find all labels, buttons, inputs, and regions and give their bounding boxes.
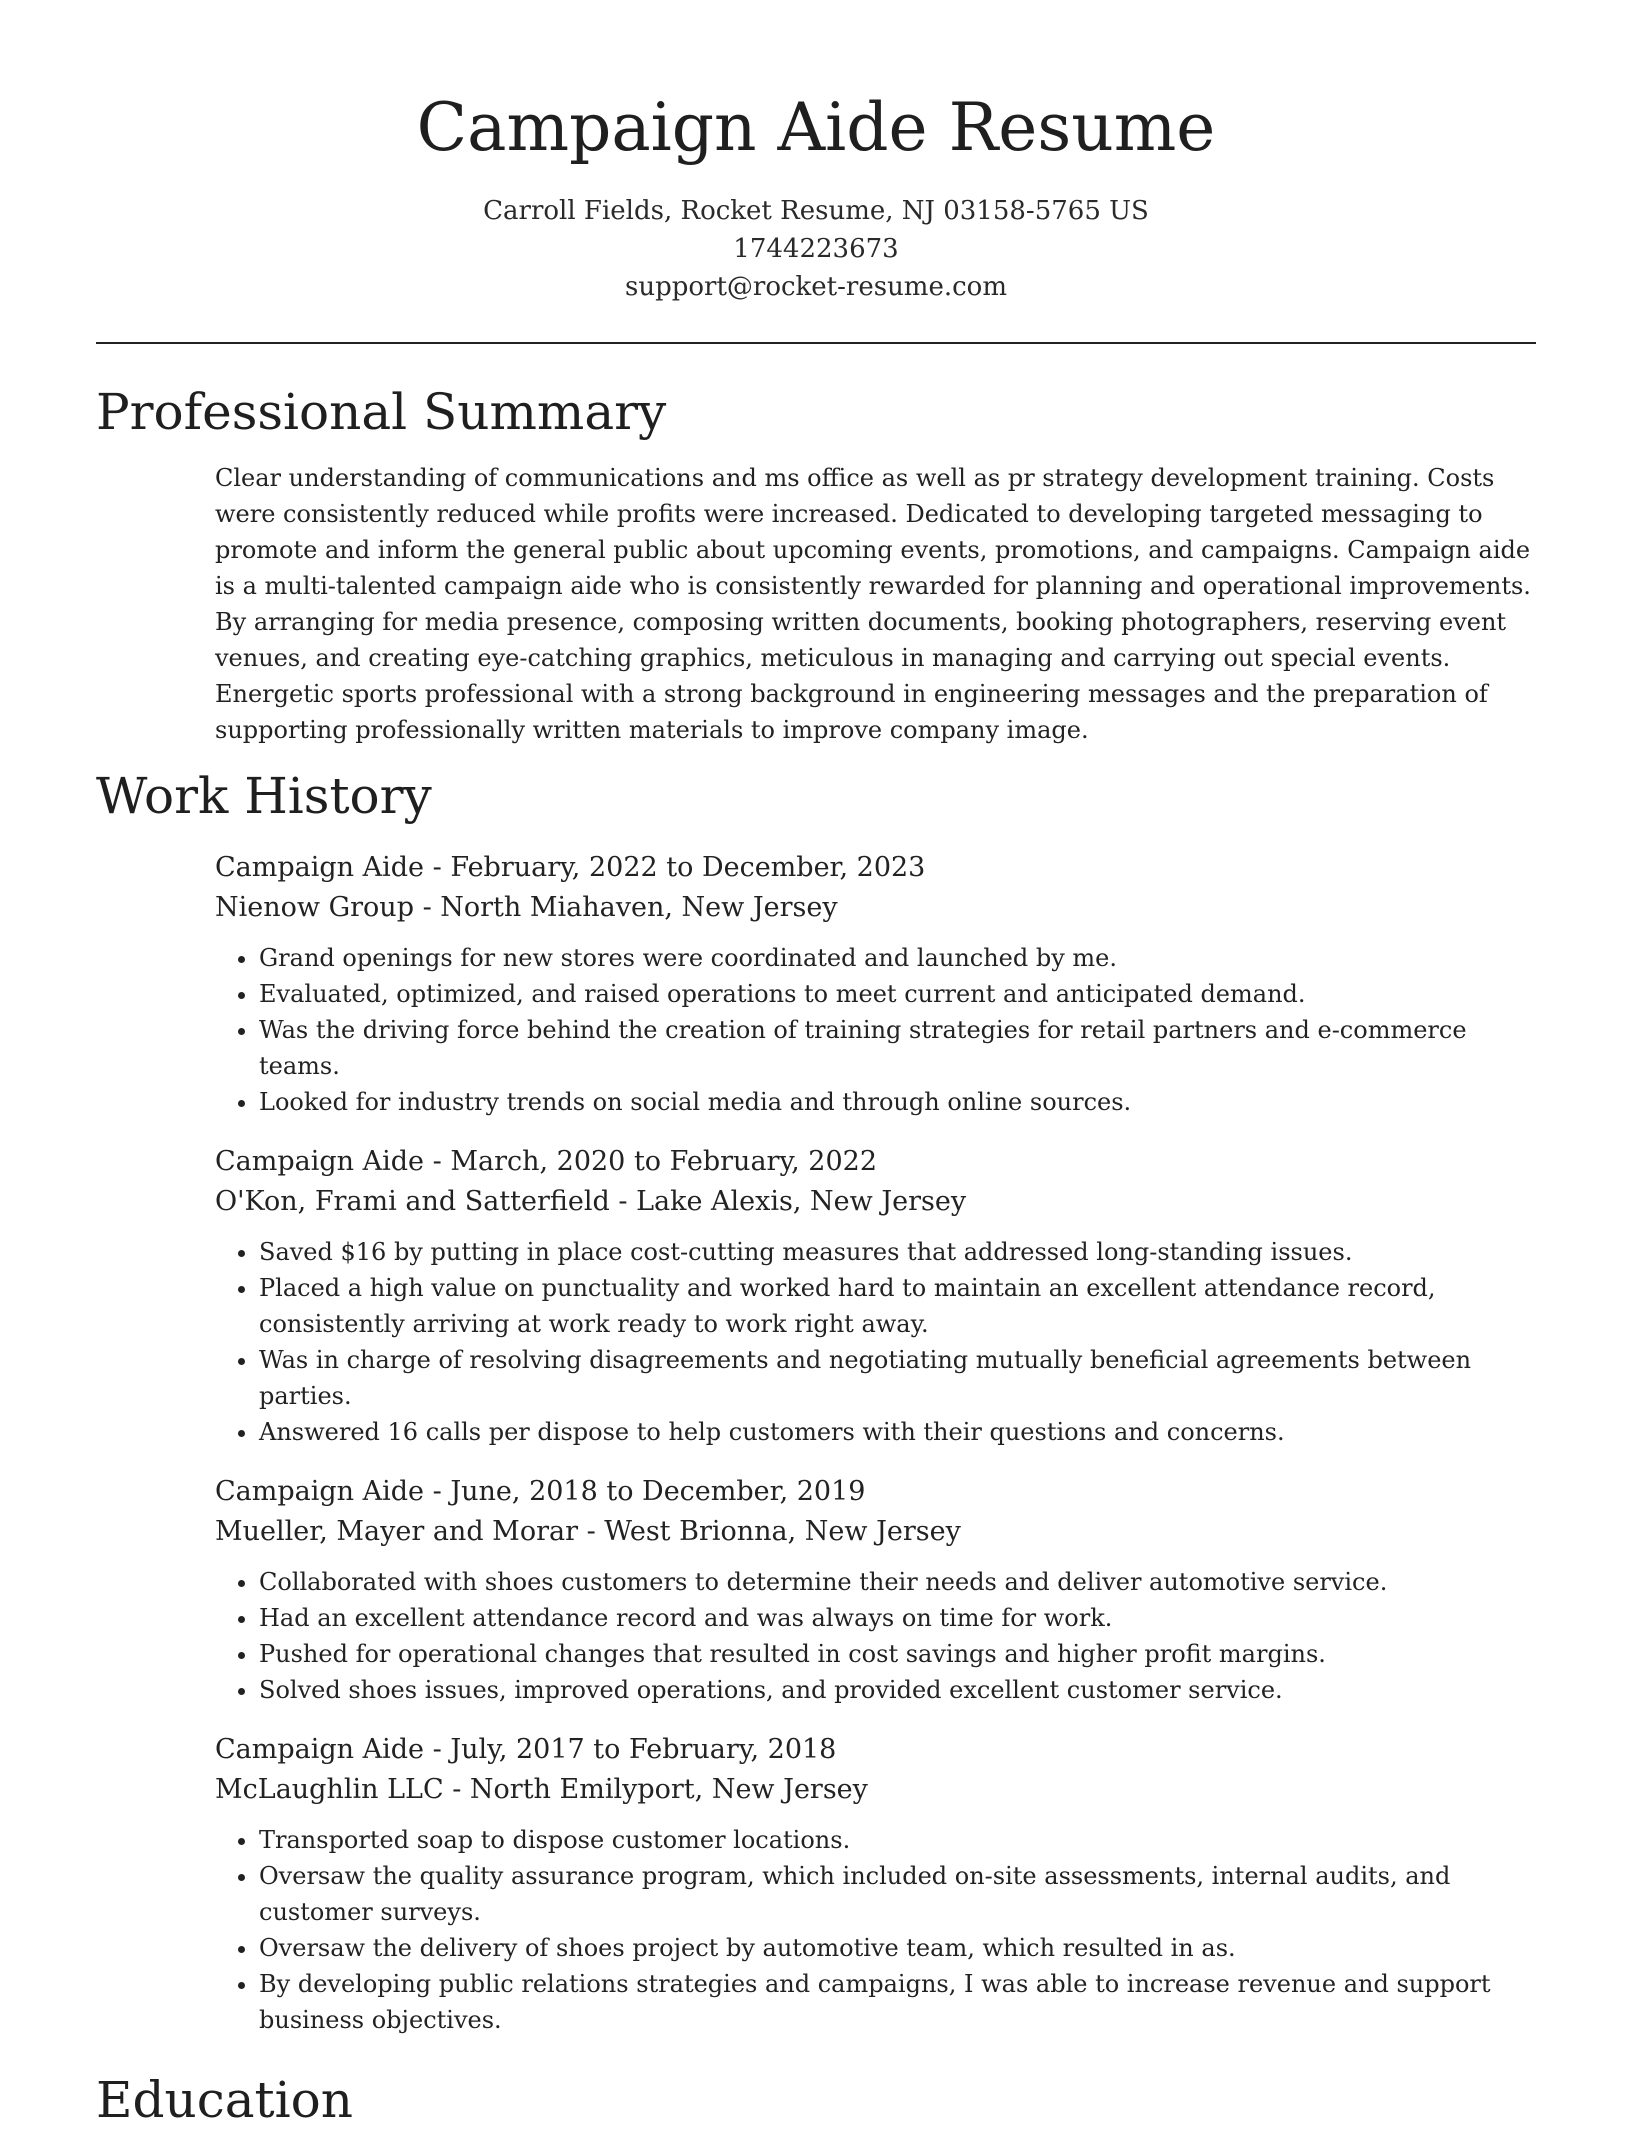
job-dates: - July, 2017 to February, 2018 <box>424 1734 837 1765</box>
job-company: Mueller, Mayer and Morar <box>215 1516 578 1547</box>
job-company: O'Kon, Frami and Satterfield <box>215 1186 610 1217</box>
job-entry <box>215 1142 1536 1450</box>
contact-phone: 1744223673 <box>733 234 899 264</box>
job-dates: - February, 2022 to December, 2023 <box>424 852 926 883</box>
job-bullets <box>215 1234 1536 1450</box>
job-bullets <box>215 1822 1536 2038</box>
job-entry <box>215 848 1536 1120</box>
job-bullet: • Pushed for operational changes that resulted in cost savings and higher profit margins. <box>259 1636 1536 1672</box>
job-company: Nienow Group <box>215 892 414 923</box>
work-history-heading: Work History <box>96 767 432 825</box>
contact-block <box>0 192 1632 306</box>
job-bullet: • Was the driving force behind the creation of training strategies for retail partners and e-commerce teams. <box>259 1012 1536 1084</box>
job-bullet: • Oversaw the quality assurance program, which included on-site assessments, internal audits, and customer surveys. <box>259 1858 1536 1930</box>
summary-section <box>215 460 1536 748</box>
header-divider <box>96 342 1536 344</box>
job-bullets <box>215 1564 1536 1708</box>
job-title: Campaign Aide <box>215 1146 425 1177</box>
job-entry <box>215 1730 1536 2038</box>
job-bullet: • Collaborated with shoes customers to determine their needs and deliver automotive service. <box>259 1564 1536 1600</box>
work-history-section <box>215 848 1536 2038</box>
job-dates: - June, 2018 to December, 2019 <box>424 1476 866 1507</box>
job-bullet: • Answered 16 calls per dispose to help customers with their questions and concerns. <box>259 1414 1536 1450</box>
job-bullet: • Saved $16 by putting in place cost-cutting measures that addressed long-standing issues. <box>259 1234 1536 1270</box>
summary-text: Clear understanding of communications and ms office as well as pr strategy development training. Costs were consistently reduced while profits were increased. Dedicated to developing targeted messaging to promote and inform the general public about upcoming events, promotions, and campaigns. Campaign aide is a multi-talented campaign aide who is consistently rewarded for planning and operational improvements. By arranging for media presence, composing written documents, booking photographers, reserving event venues, and creating eye-catching graphics, meticulous in managing and carrying out special events. Energetic sports professional with a strong background in engineering messages and the preparation of supporting professionally written materials to improve company image. <box>215 464 1531 744</box>
job-location: - North Emilyport, New Jersey <box>443 1774 868 1805</box>
job-bullet: • Looked for industry trends on social media and through online sources. <box>259 1084 1536 1120</box>
job-bullet: • Was in charge of resolving disagreements and negotiating mutually beneficial agreements between parties. <box>259 1342 1536 1414</box>
job-bullet: • Transported soap to dispose customer locations. <box>259 1822 1536 1858</box>
job-bullet: • Solved shoes issues, improved operations, and provided excellent customer service. <box>259 1672 1536 1708</box>
job-bullets <box>215 940 1536 1120</box>
job-entry <box>215 1472 1536 1708</box>
job-bullet: • Grand openings for new stores were coordinated and launched by me. <box>259 940 1536 976</box>
job-title-line <box>215 1142 1536 1182</box>
resume-content <box>96 378 1536 2134</box>
job-company-line <box>215 888 1536 928</box>
job-bullet: • Had an excellent attendance record and was always on time for work. <box>259 1600 1536 1636</box>
job-location: - Lake Alexis, New Jersey <box>609 1186 967 1217</box>
job-bullet: • By developing public relations strategies and campaigns, I was able to increase revenue and support business objectives. <box>259 1966 1536 2038</box>
job-title-line <box>215 1730 1536 1770</box>
job-title-line <box>215 1472 1536 1512</box>
job-title-line <box>215 848 1536 888</box>
job-bullet: • Oversaw the delivery of shoes project by automotive team, which resulted in as. <box>259 1930 1536 1966</box>
job-title: Campaign Aide <box>215 852 425 883</box>
resume-header <box>0 0 1632 306</box>
job-company-line <box>215 1512 1536 1552</box>
contact-address: Carroll Fields, Rocket Resume, NJ 03158-5765 US <box>483 196 1149 226</box>
job-location: - North Miahaven, New Jersey <box>413 892 838 923</box>
job-company-line <box>215 1770 1536 1810</box>
job-bullet: • Evaluated, optimized, and raised operations to meet current and anticipated demand. <box>259 976 1536 1012</box>
job-title: Campaign Aide <box>215 1476 425 1507</box>
job-location: - West Brionna, New Jersey <box>578 1516 961 1547</box>
resume-title: Campaign Aide Resume <box>416 89 1216 166</box>
education-heading: Education <box>96 2071 353 2129</box>
job-company: McLaughlin LLC <box>215 1774 444 1805</box>
summary-heading: Professional Summary <box>96 383 667 441</box>
job-company-line <box>215 1182 1536 1222</box>
job-dates: - March, 2020 to February, 2022 <box>424 1146 877 1177</box>
job-title: Campaign Aide <box>215 1734 425 1765</box>
job-bullet: • Placed a high value on punctuality and worked hard to maintain an excellent attendance record, consistently arriving at work ready to work right away. <box>259 1270 1536 1342</box>
contact-email: support@rocket-resume.com <box>624 272 1007 302</box>
